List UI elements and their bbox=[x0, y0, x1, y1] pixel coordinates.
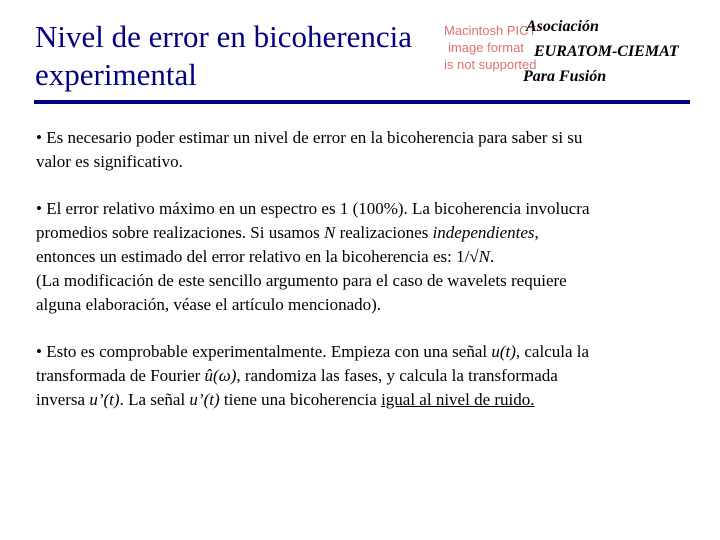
text-segment: realizaciones bbox=[335, 223, 433, 242]
bullet-2-line-4: (La modificación de este sencillo argumento para el caso de wavelets requiere bbox=[36, 271, 567, 290]
text-segment: , bbox=[534, 223, 539, 242]
bullet-2-line-2 bbox=[36, 221, 696, 245]
text-segment: promedios sobre realizaciones. Si usamos bbox=[36, 223, 324, 242]
text-segment: . La señal bbox=[119, 390, 190, 409]
slide-title bbox=[35, 18, 445, 94]
org-line-2: EURATOM-CIEMAT bbox=[534, 43, 679, 60]
text-segment: transformada de Fourier bbox=[36, 366, 205, 385]
fourier-u-omega: û(ω) bbox=[204, 366, 237, 385]
signal-u-prime: u’(t) bbox=[89, 390, 120, 409]
text-segment: , calcula la bbox=[515, 342, 590, 361]
signal-u-prime: u’(t) bbox=[189, 390, 220, 409]
variable-n: N bbox=[478, 247, 490, 266]
placeholder-line-3: is not supported bbox=[444, 57, 537, 72]
unsupported-image-placeholder bbox=[444, 22, 537, 73]
bullet-2-line-3 bbox=[36, 245, 696, 269]
text-segment: tiene una bicoherencia bbox=[219, 390, 382, 409]
text-segment: inversa bbox=[36, 390, 90, 409]
variable-n: N bbox=[324, 223, 336, 242]
slide-title-line-2: experimental bbox=[35, 57, 197, 92]
bullet-2 bbox=[36, 197, 696, 317]
org-line-1: Asociación bbox=[526, 18, 599, 35]
bullet-1-line-1: • Es necesario poder estimar un nivel de error en la bicoherencia para saber si su bbox=[36, 128, 583, 147]
bullet-1 bbox=[36, 126, 696, 174]
org-line-3: Para Fusión bbox=[523, 68, 607, 85]
text-segment: . bbox=[490, 247, 495, 266]
bullet-3-line-3 bbox=[36, 388, 696, 412]
underlined-noise-level: igual al nivel de ruido. bbox=[381, 390, 535, 409]
placeholder-line-1: Macintosh PICT bbox=[444, 23, 537, 38]
bullet-2-line-5: alguna elaboración, véase el artículo mencionado). bbox=[36, 295, 382, 314]
slide-body bbox=[36, 126, 696, 435]
slide-title-line-1: Nivel de error en bicoherencia bbox=[35, 19, 412, 54]
placeholder-line-2: image format bbox=[448, 40, 524, 55]
bullet-3-line-1 bbox=[36, 340, 696, 364]
text-segment: entonces un estimado del error relativo en la bicoherencia es: 1/√ bbox=[36, 247, 479, 266]
bullet-3 bbox=[36, 340, 696, 412]
emphasis-independientes: independientes bbox=[432, 223, 535, 242]
text-segment: , randomiza las fases, y calcula la transformada bbox=[236, 366, 558, 385]
bullet-2-line-1: • El error relativo máximo en un espectro es 1 (100%). La bicoherencia involucra bbox=[36, 199, 590, 218]
signal-u-t: u(t) bbox=[491, 342, 516, 361]
bullet-3-line-2 bbox=[36, 364, 696, 388]
organization-label bbox=[520, 14, 720, 89]
text-segment: • Esto es comprobable experimentalmente. Empieza con una señal bbox=[36, 342, 492, 361]
bullet-1-line-2: valor es significativo. bbox=[36, 152, 183, 171]
title-divider bbox=[34, 100, 690, 104]
